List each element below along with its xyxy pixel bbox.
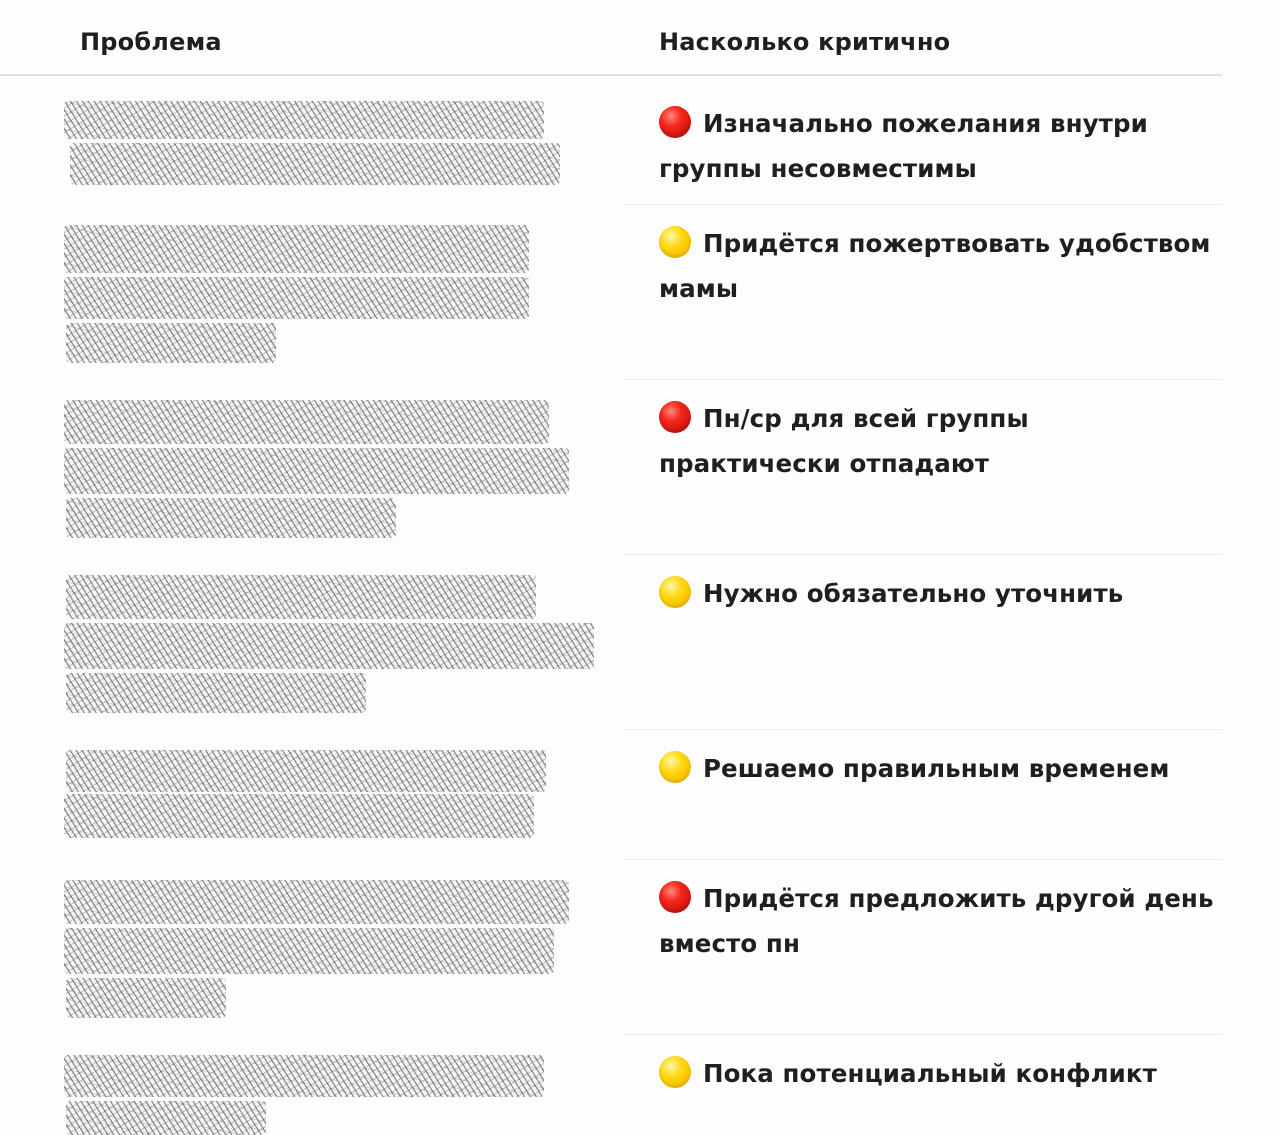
yellow-circle-icon	[659, 226, 691, 258]
severity-cell	[659, 571, 1219, 616]
redaction-scribble	[64, 623, 594, 669]
redaction-scribble	[64, 794, 534, 838]
table-row	[0, 85, 1222, 205]
redaction-scribble	[64, 1055, 544, 1097]
table-row	[0, 205, 1222, 380]
severity-text: Пока потенциальный конфликт	[703, 1059, 1157, 1088]
severity-cell	[659, 101, 1219, 191]
redaction-scribble	[64, 225, 529, 273]
redaction-scribble	[64, 277, 529, 319]
redacted-problem-cell	[62, 555, 602, 730]
severity-text: Решаемо правильным временем	[703, 754, 1170, 783]
column-header-severity: Насколько критично	[659, 28, 951, 56]
redaction-scribble	[64, 448, 569, 494]
yellow-circle-icon	[659, 576, 691, 608]
redaction-scribble	[66, 575, 536, 619]
severity-text: Изначально пожелания внутри группы несовместимы	[659, 109, 1148, 183]
redaction-scribble	[64, 400, 549, 444]
severity-text: Придётся предложить другой день вместо пн	[659, 884, 1214, 958]
table-row	[0, 1035, 1222, 1135]
redaction-scribble	[66, 750, 546, 792]
redacted-problem-cell	[62, 730, 602, 860]
redacted-problem-cell	[62, 85, 602, 205]
severity-cell	[659, 1051, 1219, 1096]
redaction-scribble	[66, 1101, 266, 1135]
redacted-problem-cell	[62, 380, 602, 555]
table-row	[0, 860, 1222, 1035]
severity-text: Пн/ср для всей группы практически отпадают	[659, 404, 1029, 478]
red-circle-icon	[659, 881, 691, 913]
severity-cell	[659, 396, 1219, 486]
redaction-scribble	[64, 928, 554, 974]
severity-cell	[659, 221, 1219, 311]
redaction-scribble	[70, 143, 560, 185]
redaction-scribble	[64, 101, 544, 139]
severity-text: Придётся пожертвовать удобством мамы	[659, 229, 1211, 303]
redaction-scribble	[64, 880, 569, 924]
red-circle-icon	[659, 401, 691, 433]
severity-cell	[659, 876, 1219, 966]
redaction-scribble	[66, 323, 276, 363]
table-header	[0, 0, 1222, 76]
redacted-problem-cell	[62, 1035, 602, 1135]
column-header-problem: Проблема	[80, 28, 222, 56]
red-circle-icon	[659, 106, 691, 138]
redacted-problem-cell	[62, 860, 602, 1035]
redaction-scribble	[66, 978, 226, 1018]
redacted-problem-cell	[62, 205, 602, 380]
yellow-circle-icon	[659, 1056, 691, 1088]
severity-text: Нужно обязательно уточнить	[703, 579, 1124, 608]
severity-cell	[659, 746, 1219, 791]
redaction-scribble	[66, 498, 396, 538]
redaction-scribble	[66, 673, 366, 713]
table-row	[0, 730, 1222, 860]
table-row	[0, 380, 1222, 555]
table-row	[0, 555, 1222, 730]
yellow-circle-icon	[659, 751, 691, 783]
